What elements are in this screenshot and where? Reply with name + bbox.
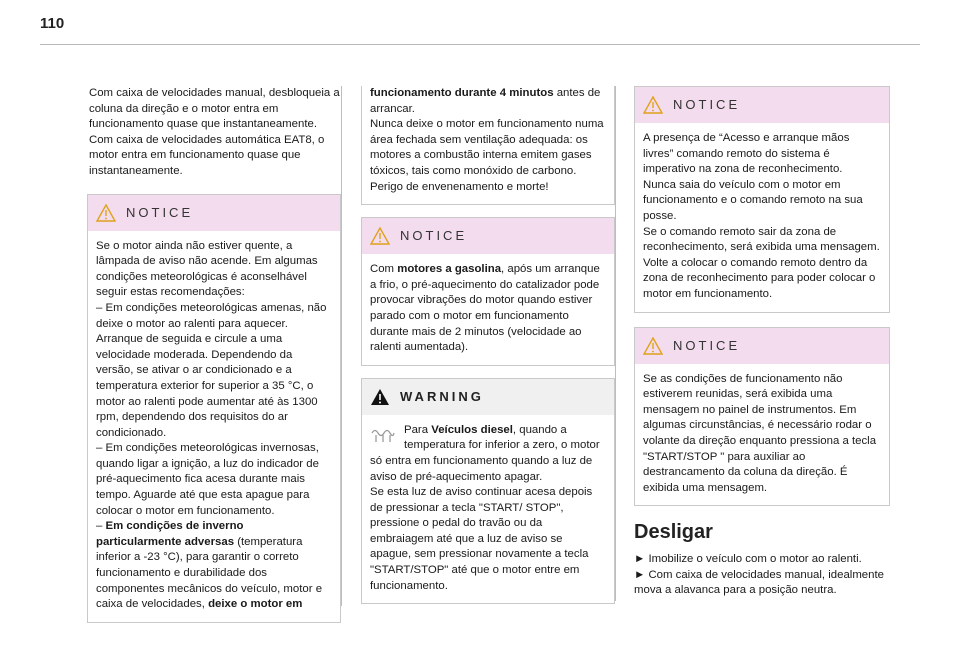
notice-title: NOTICE — [673, 97, 741, 113]
column-divider — [341, 86, 342, 606]
notice-header — [362, 218, 614, 254]
notice-paragraph: Se as condições de funcionamento não estiverem reunidas, será exibida uma mensagem no painel de instrumentos. Em algumas circunstâncias, é necessário rodar o volante da direção enquanto pressiona a tecla "START/STOP " para auxiliar ao destrancamento da coluna da direção. É exibida uma mensagem. — [643, 372, 877, 494]
column-3 — [634, 86, 890, 599]
notice-triangle-icon — [643, 337, 663, 355]
notice-title: NOTICE — [400, 228, 468, 244]
warning-paragraph: Para Veículos diesel, quando a temperatura for inferior a zero, o motor só entra em funcionamento quando a luz de aviso de pré-aquecimento apagar. — [370, 423, 600, 483]
notice-triangle-icon — [96, 204, 116, 222]
continuation-paragraph: funcionamento durante 4 minutos antes de arrancar. — [370, 87, 601, 115]
notice-paragraph: A presença de “Acesso e arranque mãos livres” comando remoto do sistema é imperativo na zona de reconhecimento. — [643, 132, 850, 176]
notice-paragraph: Se o comando remoto sair da zona de reconhecimento, será exibida uma mensagem. — [643, 225, 880, 254]
intro-paragraph: Com caixa de velocidades manual, desbloqueia a coluna da direção e o motor entra em funcionamento quase que instantaneamente. — [89, 87, 340, 131]
warning-box — [361, 378, 615, 605]
bullet-item: ► Imobilize o veículo com o motor ao ralenti. — [634, 553, 862, 566]
notice-box — [361, 217, 615, 366]
notice-box — [634, 86, 890, 313]
warning-triangle-icon — [370, 388, 390, 406]
notice-paragraph: – Em condições de inverno particularmente adversas (temperatura inferior a -23 °C), para garantir o correto funcionamento e durabilidade dos componentes mecânicos do veículo, motor e caixa de velocidades, deixe o motor em — [96, 520, 323, 611]
notice-header — [635, 328, 889, 364]
preheat-glow-plug-icon — [370, 425, 396, 445]
warning-header — [362, 379, 614, 415]
notice-box — [87, 194, 341, 623]
notice-box — [634, 327, 890, 507]
notice-triangle-icon — [370, 227, 390, 245]
notice-body — [635, 364, 889, 506]
notice-paragraph: Nunca saia do veículo com o motor em funcionamento e o comando remoto na sua posse. — [643, 178, 863, 222]
notice-continuation-box — [361, 86, 615, 205]
column-2 — [361, 86, 615, 604]
notice-triangle-icon — [643, 96, 663, 114]
page-number: 110 — [40, 15, 65, 32]
warning-paragraph: Se esta luz de aviso continuar acesa depois de pressionar a tecla "START/ STOP", pressione o pedal do travão ou da embraiagem até que a luz de aviso se apague, sem pressionar novamente a tecla "START/STOP" até que o motor entre em funcionamento. — [370, 486, 593, 592]
column-1 — [87, 86, 341, 623]
header-divider — [40, 44, 920, 45]
notice-body — [88, 231, 340, 622]
notice-body — [362, 254, 614, 365]
column-divider — [615, 86, 616, 601]
notice-title: NOTICE — [673, 337, 741, 353]
warning-body — [362, 415, 614, 604]
section-desligar — [634, 520, 890, 599]
notice-paragraph: – Em condições meteorológicas amenas, não deixe o motor ao ralenti para aquecer. Arranque de seguida e circule a uma velocidade moderada. Dependendo da versão, se ativar o ar condicionado e a temperatura exterior for superior a 35 °C, o motor ao ralenti pode aumentar até às 1300 rpm, dependendo dos requisitos do ar condicionado. — [96, 301, 327, 439]
warning-title: WARNING — [400, 388, 484, 404]
intro-paragraph: Com caixa de velocidades automática EAT8, o motor entra em funcionamento quase que instantaneamente. — [89, 133, 325, 177]
notice-paragraph: Volte a colocar o comando remoto dentro da zona de reconhecimento para poder colocar o motor em funcionamento. — [643, 256, 876, 300]
notice-body — [635, 123, 889, 312]
notice-header — [88, 195, 340, 231]
continuation-paragraph: Nunca deixe o motor em funcionamento numa área fechada sem ventilação adequada: os motores a combustão interna emitem gases tóxicos, tais como monóxido de carbono. Perigo de envenenamento e morte! — [370, 118, 604, 193]
notice-paragraph: Se o motor ainda não estiver quente, a lâmpada de aviso não acende. Em algumas condições meteorológicas é aconselhável seguir estas recomendações: — [96, 239, 318, 299]
section-title: Desligar — [634, 521, 713, 544]
notice-paragraph: – Em condições meteorológicas invernosas, quando ligar a ignição, a luz do indicador de pré-aquecimento fica acesa durante mais tempo. Aguarde até que esta apague para colocar o motor em funcionamento. — [96, 442, 319, 517]
notice-paragraph: Com motores a gasolina, após um arranque a frio, o pré-aquecimento do catalizador pode provocar vibrações do motor quando estiver parado com o motor em funcionamento durante mais de 2 minutos (velocidade ao ralenti aumentada). — [370, 263, 600, 354]
intro-text — [87, 86, 341, 180]
bullet-item: ► Com caixa de velocidades manual, idealmente mova a alavanca para a posição neutra. — [634, 568, 884, 597]
continuation-body — [362, 86, 614, 204]
notice-title: NOTICE — [126, 204, 194, 220]
notice-header — [635, 87, 889, 123]
